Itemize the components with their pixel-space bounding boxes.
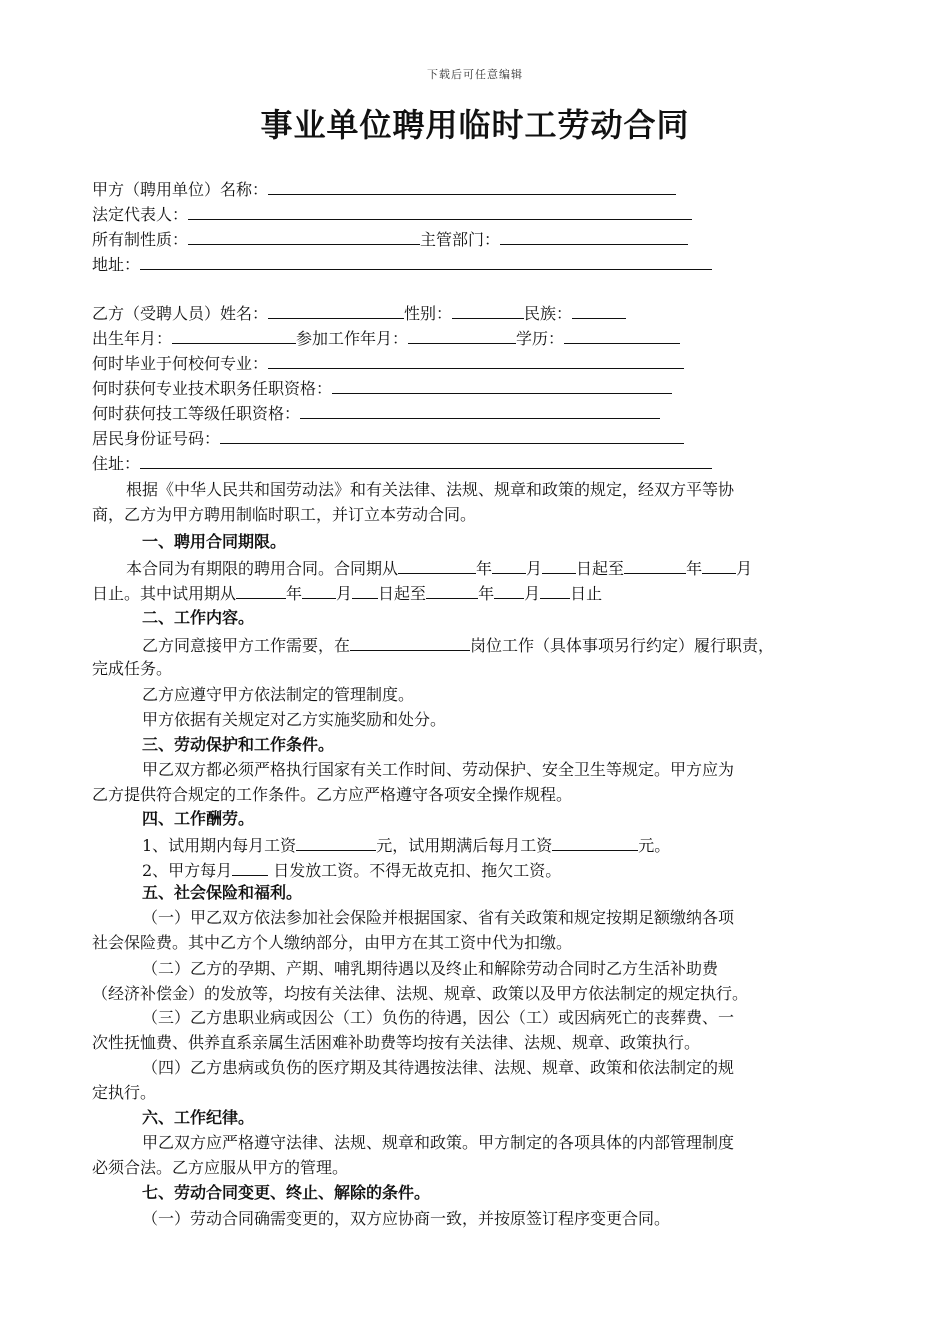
insurance-p1-line-1: （一）甲乙双方依法参加社会保险并根据国家、省有关政策和规定按期足额缴纳各项 <box>142 908 735 927</box>
end-text: 日止 <box>570 584 603 603</box>
work-start-field[interactable] <box>408 326 516 344</box>
address-label: 地址： <box>92 255 141 274</box>
trial-salary-text: 1、试用期内每月工资 <box>142 836 297 855</box>
tech-title-field[interactable] <box>332 376 672 394</box>
insurance-p3-line-1: （三）乙方患职业病或因公（工）负伤的待遇，因公（工）或因病死亡的丧葬费、一 <box>142 1008 735 1027</box>
id-number-label: 居民身份证号码： <box>92 429 221 448</box>
birth-row <box>92 326 680 350</box>
protection-line-2: 乙方提供符合规定的工作条件。乙方应严格遵守各项安全操作规程。 <box>92 785 573 804</box>
graduation-row <box>92 351 684 375</box>
id-number-field[interactable] <box>220 426 684 444</box>
residence-label: 住址： <box>92 454 141 473</box>
trial-start-day-field[interactable] <box>352 581 378 599</box>
header-note: 下载后可任意编辑 <box>427 68 523 81</box>
ethnicity-label: 民族： <box>524 304 573 323</box>
from-text: 日起至 <box>576 559 625 578</box>
insurance-p1-line-2: 社会保险费。其中乙方个人缴纳部分，由甲方在其工资中代为扣缴。 <box>92 933 573 952</box>
legal-rep-row <box>92 202 692 226</box>
pay-day-text-2: 日发放工资。不得无故克扣、拖欠工资。 <box>268 861 562 880</box>
position-field[interactable] <box>350 633 470 651</box>
section-5-heading: 五、社会保险和福利。 <box>142 883 303 902</box>
id-number-row <box>92 426 684 450</box>
trial-end-month-field[interactable] <box>494 581 524 599</box>
trial-start-month-field[interactable] <box>302 581 336 599</box>
work-content-line-1 <box>142 633 774 657</box>
skill-grade-label: 何时获何技工等级任职资格： <box>92 404 301 423</box>
insurance-p2-line-2: （经济补偿金）的发放等，均按有关法律、法规、规章、政策以及甲方依法制定的规定执行。 <box>92 984 749 1003</box>
graduation-field[interactable] <box>268 351 684 369</box>
trial-text: 日止。其中试用期从 <box>92 584 237 603</box>
trial-end-year-field[interactable] <box>426 581 478 599</box>
skill-grade-field[interactable] <box>300 401 660 419</box>
year-text: 年 <box>286 584 303 603</box>
party-a-name-label: 甲方（聘用单位）名称： <box>92 180 269 199</box>
work-content-line-2: 完成任务。 <box>92 659 173 678</box>
section-7-heading: 七、劳动合同变更、终止、解除的条件。 <box>142 1183 431 1202</box>
tech-title-row <box>92 376 672 400</box>
birth-field[interactable] <box>172 326 296 344</box>
protection-line-1: 甲乙双方都必须严格执行国家有关工作时间、劳动保护、安全卫生等规定。甲方应为 <box>142 760 735 779</box>
ownership-label: 所有制性质： <box>92 230 189 249</box>
intro-line-1: 根据《中华人民共和国劳动法》和有关法律、法规、规章和政策的规定，经双方平等协 <box>126 480 735 499</box>
from-text: 日起至 <box>378 584 427 603</box>
term-start-month-field[interactable] <box>492 556 526 574</box>
regular-salary-text: 元，试用期满后每月工资 <box>376 836 553 855</box>
year-text: 年 <box>476 559 493 578</box>
work-content-line-4: 甲方依据有关规定对乙方实施奖励和处分。 <box>142 710 447 729</box>
section-2-heading: 二、工作内容。 <box>142 608 255 627</box>
term-line-1 <box>126 556 752 580</box>
work-content-line-3: 乙方应遵守甲方依法制定的管理制度。 <box>142 685 415 704</box>
dept-field[interactable] <box>500 227 688 245</box>
insurance-p3-line-2: 次性抚恤费、供养直系亲属生活困难补助费等均按有关法律、法规、规章、政策执行。 <box>92 1033 701 1052</box>
graduation-label: 何时毕业于何校何专业： <box>92 354 269 373</box>
month-text: 月 <box>526 559 543 578</box>
party-a-name-row <box>92 177 676 201</box>
birth-label: 出生年月： <box>92 329 173 348</box>
month-text: 月 <box>336 584 353 603</box>
tech-title-label: 何时获何专业技术职务任职资格： <box>92 379 333 398</box>
ethnicity-field[interactable] <box>572 301 626 319</box>
salary-line-2 <box>142 858 561 882</box>
legal-rep-label: 法定代表人： <box>92 205 189 224</box>
address-field[interactable] <box>140 252 712 270</box>
trial-salary-field[interactable] <box>296 833 376 851</box>
trial-end-day-field[interactable] <box>540 581 570 599</box>
term-end-month-field[interactable] <box>702 556 736 574</box>
discipline-line-1: 甲乙双方应严格遵守法律、法规、规章和政策。甲方制定的各项具体的内部管理制度 <box>142 1133 735 1152</box>
ownership-field[interactable] <box>188 227 420 245</box>
party-b-name-label: 乙方（受聘人员）姓名： <box>92 304 269 323</box>
work-start-label: 参加工作年月： <box>296 329 409 348</box>
legal-rep-field[interactable] <box>188 202 692 220</box>
intro-line-2: 商，乙方为甲方聘用制临时职工，并订立本劳动合同。 <box>92 505 477 524</box>
ownership-row <box>92 227 688 251</box>
section-6-heading: 六、工作纪律。 <box>142 1108 255 1127</box>
party-b-name-field[interactable] <box>268 301 404 319</box>
change-p1-line: （一）劳动合同确需变更的，双方应协商一致，并按原签订程序变更合同。 <box>142 1209 671 1228</box>
regular-salary-field[interactable] <box>552 833 638 851</box>
education-field[interactable] <box>564 326 680 344</box>
party-b-name-row <box>92 301 626 325</box>
month-text: 月 <box>524 584 541 603</box>
salary-line-1 <box>142 833 670 857</box>
term-end-year-field[interactable] <box>624 556 686 574</box>
residence-field[interactable] <box>140 451 712 469</box>
skill-grade-row <box>92 401 660 425</box>
insurance-p4-line-1: （四）乙方患病或负伤的医疗期及其待遇按法律、法规、规章、政策和依法制定的规 <box>142 1058 735 1077</box>
term-start-day-field[interactable] <box>542 556 576 574</box>
gender-label: 性别： <box>404 304 453 323</box>
term-line-2 <box>92 581 602 605</box>
pay-day-field[interactable] <box>232 858 268 876</box>
dept-label: 主管部门： <box>420 230 501 249</box>
residence-row <box>92 451 712 475</box>
yuan-text: 元。 <box>638 836 671 855</box>
work-content-text-2: 岗位工作（具体事项另行约定）履行职责， <box>470 636 775 655</box>
section-4-heading: 四、工作酬劳。 <box>142 809 255 828</box>
discipline-line-2: 必须合法。乙方应服从甲方的管理。 <box>92 1158 349 1177</box>
address-row <box>92 252 712 276</box>
insurance-p4-line-2: 定执行。 <box>92 1083 157 1102</box>
gender-field[interactable] <box>452 301 524 319</box>
insurance-p2-line-1: （二）乙方的孕期、产期、哺乳期待遇以及终止和解除劳动合同时乙方生活补助费 <box>142 959 719 978</box>
section-1-heading: 一、聘用合同期限。 <box>142 532 287 551</box>
term-start-year-field[interactable] <box>398 556 476 574</box>
document-title: 事业单位聘用临时工劳动合同 <box>260 106 690 144</box>
work-content-text: 乙方同意接甲方工作需要，在 <box>142 636 351 655</box>
pay-day-text: 2、甲方每月 <box>142 861 233 880</box>
month-text: 月 <box>736 559 753 578</box>
year-text: 年 <box>478 584 495 603</box>
year-text: 年 <box>686 559 703 578</box>
term-text: 本合同为有期限的聘用合同。合同期从 <box>126 559 399 578</box>
trial-start-year-field[interactable] <box>236 581 286 599</box>
party-a-name-field[interactable] <box>268 177 676 195</box>
section-3-heading: 三、劳动保护和工作条件。 <box>142 735 335 754</box>
education-label: 学历： <box>516 329 565 348</box>
